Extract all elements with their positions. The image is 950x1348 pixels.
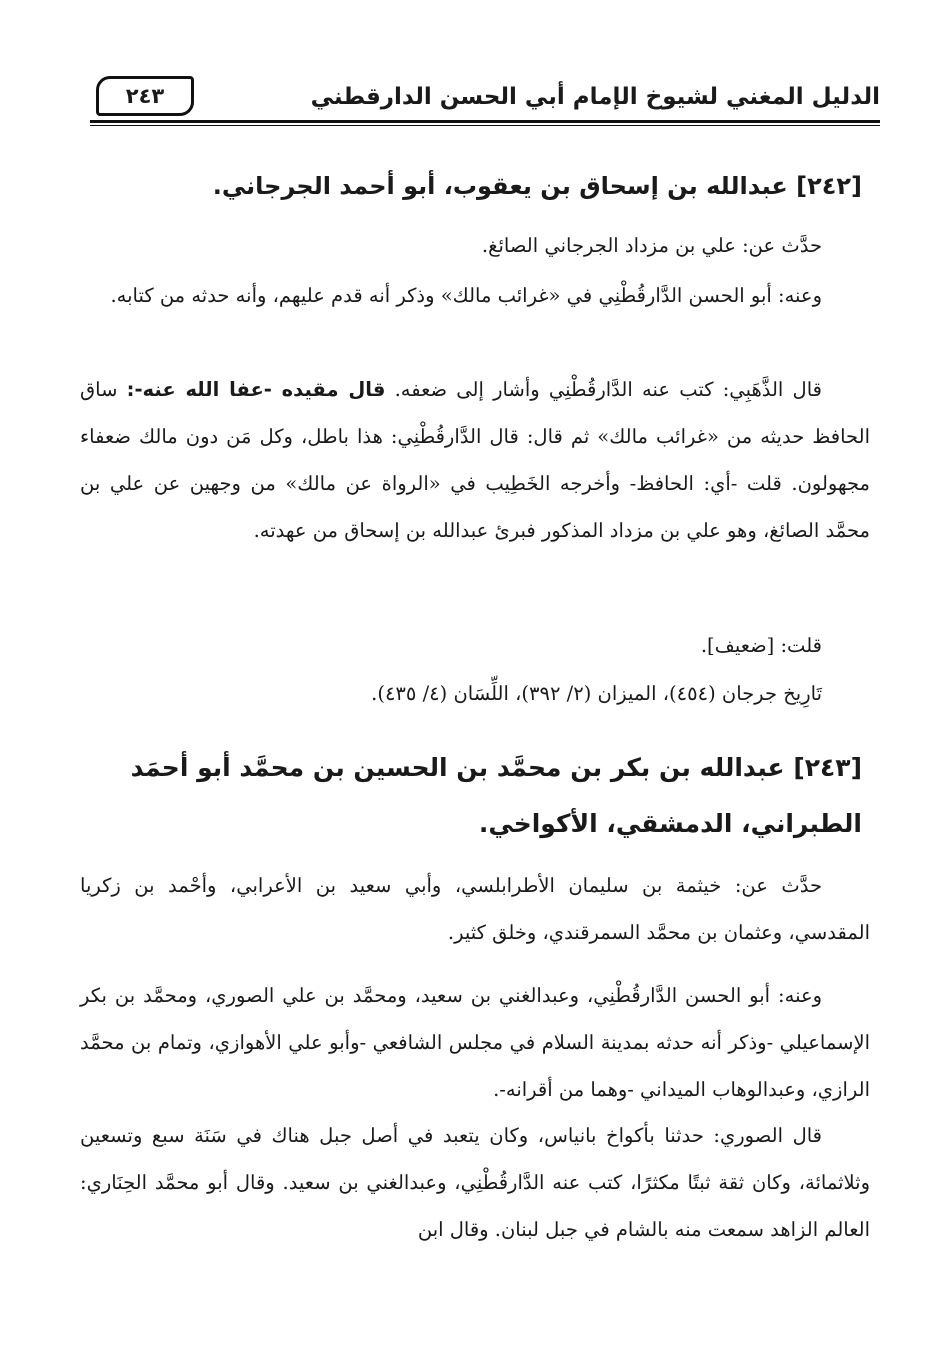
header-rule-thin [90,125,880,126]
remark-rest: ساق الحافظ حديثه من «غرائب مالك» ثم قال: قال الدَّارقُطْنِي: هذا باطل، وكل مَن دون مالك ضعفاء مجهولون. قلت -أي: الحافظ- وأخرجه الخَطِيب في «الرواة عن مالك» من وجهين عن علي بن محمَّد الصائغ، وهو علي بن مزداد المذكور فبرئ عبدالله بن إسحاق من عهدته. [80,378,870,542]
sources: تَارِيخ جرجان (٤٥٤)، الميزان (٢/ ٣٩٢)، اللِّسَان (٤/ ٤٣٥). [371,682,822,705]
entry-heading: [٢٤٣] عبدالله بن بكر بن محمَّد بن الحسين بن محمَّد أبو أحمَد الطبراني، الدمشقي، الأكواخي. [130,753,862,838]
entry-heading: [٢٤٢] عبدالله بن إسحاق بن يعقوب، أبو أحمد الجرجاني. [212,172,862,200]
narrated-from: حدَّث عن: خيثمة بن سليمان الأطرابلسي، وأبي سعيد بن الأعرابي، وأحْمد بن زكريا المقدسي، وعثمان بن محمَّد السمرقندي، وخلق كثير. [80,874,870,944]
page-number: ٢٤٣ [96,76,194,116]
remark-bold: قال مقيده -عفا الله عنه-: [126,378,386,401]
narrated-by: وعنه: أبو الحسن الدَّارقُطْنِي في «غرائب مالك» وذكر أنه قدم عليهم، وأنه حدثه من كتابه. [110,284,822,307]
running-title: الدليل المغني لشيوخ الإمام أبي الحسن الدارقطني [310,84,880,110]
narrated-from: حدَّث عن: علي بن مزداد الجرجاني الصائغ. [481,234,822,257]
page-header [90,72,880,132]
scholar-remark [80,366,870,554]
narrated-by: وعنه: أبو الحسن الدَّارقُطْنِي، وعبدالغني بن سعيد، ومحمَّد بن علي الصوري، ومحمَّد بن بكر الإسماعيلي -وذكر أنه حدثه بمدينة السلام في مجلس الشافعي -وأبو علي الأهوازي، وتمام بن محمَّد الرازي، وعبدالوهاب الميداني -وهما من أقرانه-. [80,984,870,1101]
scholar-remark: قال الصوري: حدثنا بأكواخ بانياس، وكان يتعبد في أصل جبل هناك في سَنَة سبع وتسعين وثلاثمائة، وكان ثقة ثبتًا مكثرًا، كتب عنه الدَّارقُطْنِي، وعبدالغني بن سعيد. وقال أبو محمَّد الحِنَاري: العالم الزاهد سمعت منه بالشام في جبل لبنان. وقال ابن [80,1124,870,1241]
remark-lead: قال الذَّهَبِي: كتب عنه الدَّارقُطْنِي وأشار إلى ضعفه. [394,378,822,401]
verdict: قلت: [ضعيف]. [700,634,822,657]
header-rule [90,120,880,123]
